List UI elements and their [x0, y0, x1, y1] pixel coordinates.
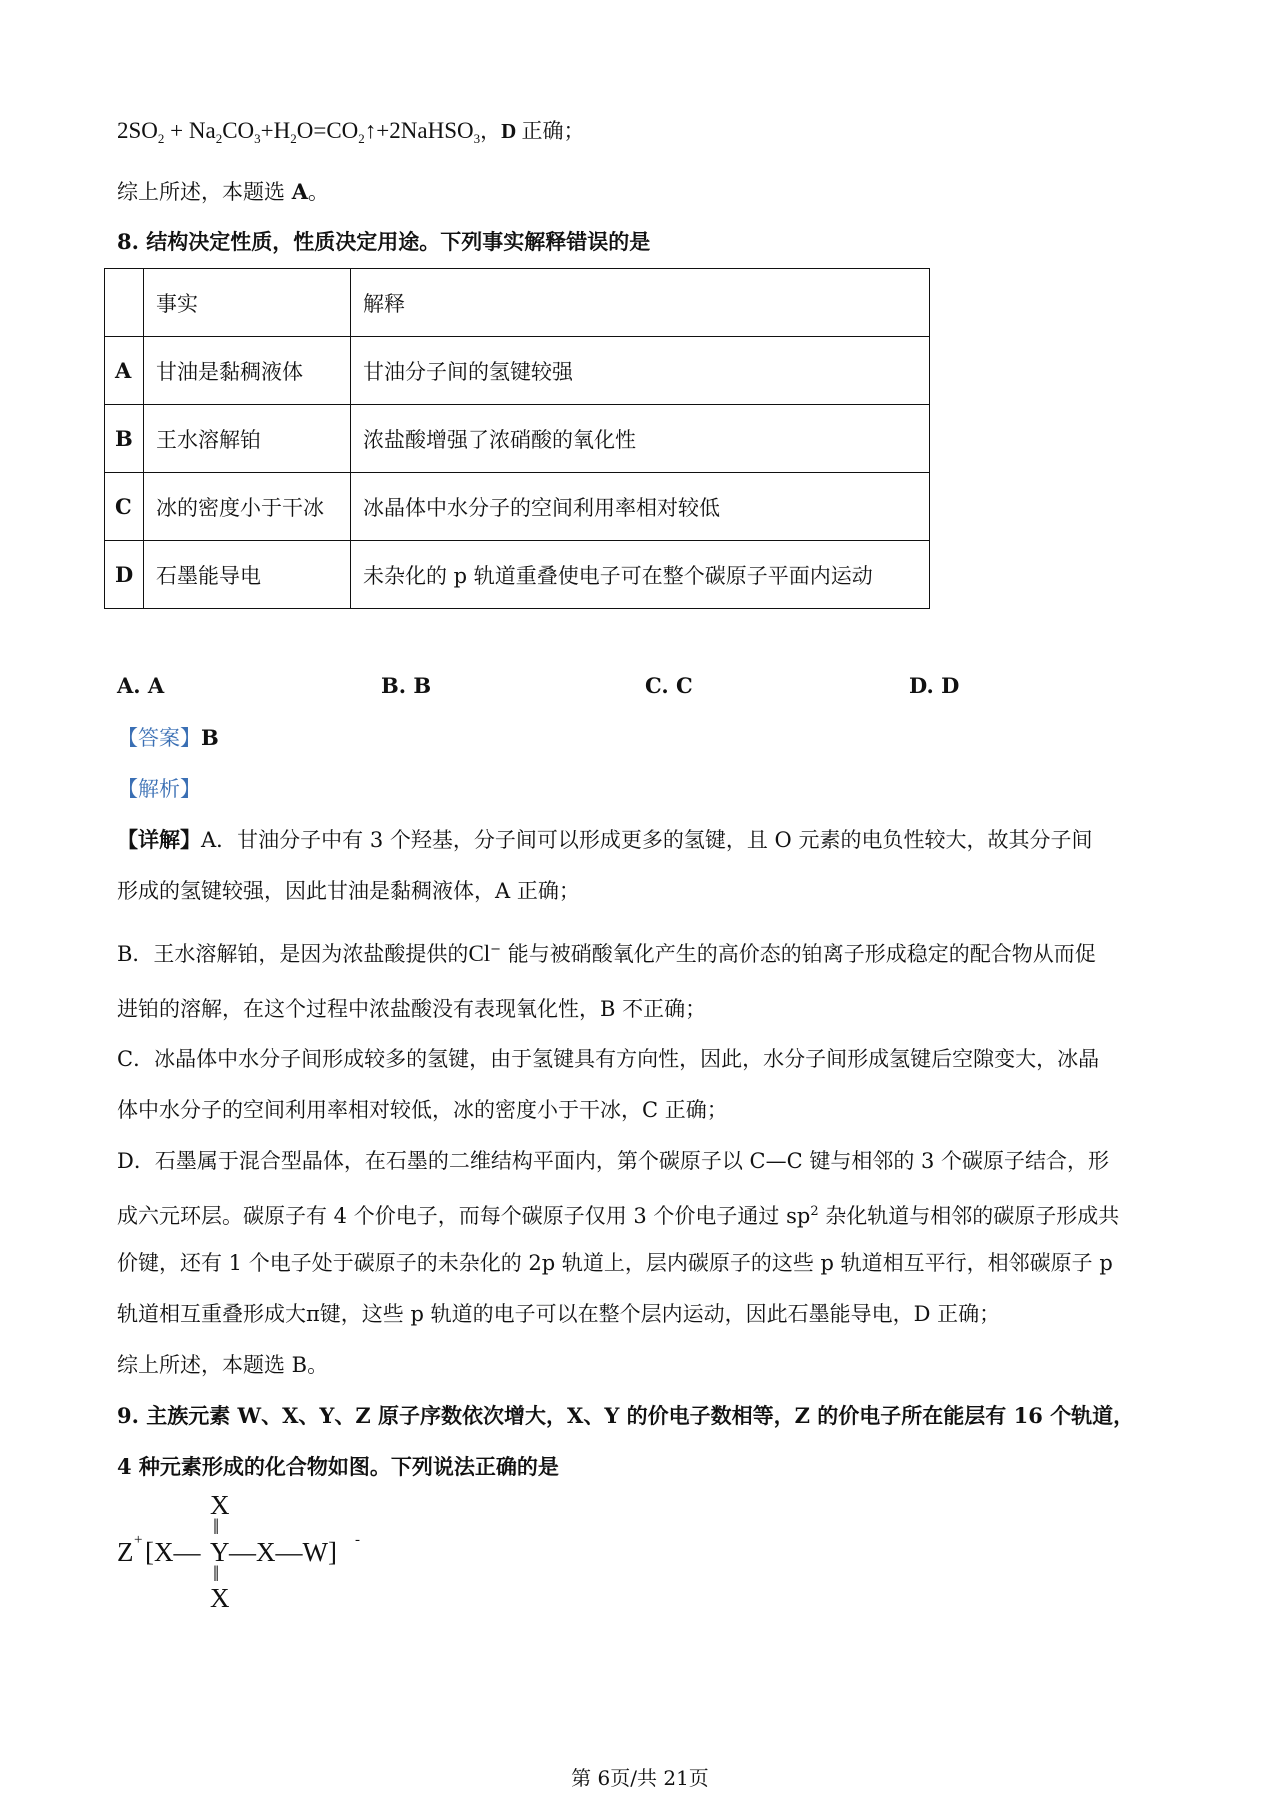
- detail-a-line2: 形成的氢键较强，因此甘油是黏稠液体，A 正确；: [117, 879, 580, 903]
- structure-top-x: X: [210, 1490, 230, 1520]
- question-9-stem-line1: 9. 主族元素 W、X、Y、Z 原子序数依次增大，X、Y 的价电子数相等，Z 的价电子所在能层有 16 个轨道，: [117, 1403, 1135, 1428]
- row-key: D: [105, 541, 144, 609]
- question-9-stem-line2: 4 种元素形成的化合物如图。下列说法正确的是: [117, 1454, 559, 1479]
- row-fact: 甘油是黏稠液体: [144, 337, 351, 405]
- detail-d-line2: 成六元环层。碳原子有 4 个价电子，而每个碳原子仅用 3 个价电子通过 $sp^2$ 杂化轨道与相邻的碳原子形成共: [117, 1204, 1120, 1228]
- compound-structure: [117, 1490, 377, 1620]
- table-header-explain: 解释: [351, 269, 930, 337]
- row-explain: 浓盐酸增强了浓硝酸的氧化性: [351, 405, 930, 473]
- facts-table: [104, 268, 930, 609]
- detail-b-line1: B．王水溶解铂，是因为浓盐酸提供的Cl− 能与被硝酸氧化产生的高价态的铂离子形成稳定的配合物从而促: [117, 941, 1096, 966]
- page-footer: 第 6页/共 21页: [571, 1766, 709, 1790]
- row-fact: 冰的密度小于干冰: [144, 473, 351, 541]
- table-header-fact: 事实: [144, 269, 351, 337]
- summary-line: 综上所述，本题选 A。: [117, 179, 329, 204]
- row-key: A: [105, 337, 144, 405]
- structure-anion-charge: -: [355, 1532, 360, 1548]
- option-b: B. B: [381, 673, 432, 698]
- structure-z: Z: [117, 1537, 134, 1567]
- structure-y: Y: [210, 1537, 230, 1567]
- question-8-stem: 8. 结构决定性质，性质决定用途。下列事实解释错误的是: [117, 229, 651, 254]
- row-explain: 未杂化的 p 轨道重叠使电子可在整个碳原子平面内运动: [351, 541, 930, 609]
- structure-bottom-x: X: [210, 1583, 230, 1613]
- detail-b-line2: 进铂的溶解，在这个过程中浓盐酸没有表现氧化性，B 不正确；: [117, 997, 707, 1021]
- table-row: [105, 541, 930, 609]
- answer-value: B: [201, 725, 219, 750]
- option-a: A. A: [117, 673, 165, 698]
- answer-tag: 【答案】: [117, 726, 201, 750]
- structure-chain: —X—W]: [229, 1537, 337, 1567]
- option-d: D. D: [909, 673, 960, 698]
- detail-d-line3: 价键，还有 1 个电子处于碳原子的未杂化的 2p 轨道上，层内碳原子的这些 p 轨道相互平行，相邻碳原子 p: [117, 1251, 1113, 1275]
- option-c: C. C: [645, 673, 693, 698]
- row-fact: 石墨能导电: [144, 541, 351, 609]
- detail-c-line2: 体中水分子的空间利用率相对较低，冰的密度小于干冰，C 正确；: [117, 1098, 728, 1122]
- q8-summary: 综上所述，本题选 B。: [117, 1353, 329, 1377]
- table-row: [105, 473, 930, 541]
- table-row: [105, 405, 930, 473]
- structure-top-double-bond: ‖: [213, 1514, 220, 1539]
- row-explain: 冰晶体中水分子的空间利用率相对较低: [351, 473, 930, 541]
- detail-a-line1: 【详解】A．甘油分子中有 3 个羟基，分子间可以形成更多的氢键，且 O 元素的电负性较大，故其分子间: [117, 827, 1093, 852]
- row-key: B: [105, 405, 144, 473]
- row-key: C: [105, 473, 144, 541]
- table-header-row: [105, 269, 930, 337]
- detail-d-line1: D．石墨属于混合型晶体，在石墨的二维结构平面内，第个碳原子以 C—C 键与相邻的 3 个碳原子结合，形: [117, 1149, 1110, 1173]
- row-fact: 王水溶解铂: [144, 405, 351, 473]
- equation-line: $2SO_2$ + $Na_2CO_3+H_2O=CO_2↑+2NaHSO_3$，D 正确；: [117, 118, 585, 146]
- table-row: [105, 337, 930, 405]
- detail-c-line1: C．冰晶体中水分子间形成较多的氢键，由于氢键具有方向性，因此，水分子间形成氢键后空隙变大，冰晶: [117, 1047, 1100, 1071]
- detail-d-line4: 轨道相互重叠形成大π键，这些 p 轨道的电子可以在整个层内运动，因此石墨能导电，D 正确；: [117, 1302, 1001, 1326]
- table-cell: [105, 269, 144, 337]
- answer-line: [117, 723, 219, 753]
- structure-open: [X—: [145, 1537, 201, 1567]
- structure-bottom-double-bond: ‖: [213, 1561, 220, 1586]
- structure-z-charge: +: [134, 1532, 143, 1548]
- row-explain: 甘油分子间的氢键较强: [351, 337, 930, 405]
- analysis-tag: 【解析】: [117, 777, 201, 801]
